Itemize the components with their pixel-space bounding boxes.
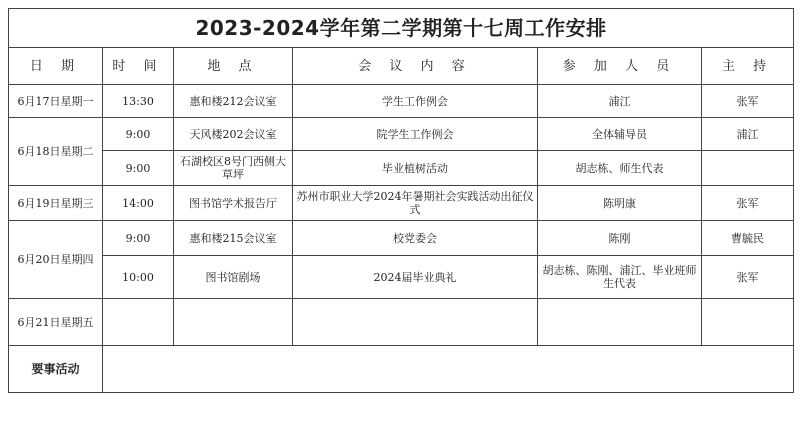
host-cell: 浦江 (702, 118, 794, 151)
participants-cell: 胡志栋、师生代表 (538, 151, 702, 186)
table-row (9, 346, 794, 393)
participants-cell: 浦江 (538, 85, 702, 118)
schedule-sheet (8, 8, 793, 426)
date-cell: 6月21日星期五 (9, 299, 103, 346)
table-row (9, 118, 794, 151)
header-participants: 参 加 人 员 (538, 48, 702, 85)
content-cell: 2024届毕业典礼 (293, 256, 538, 299)
table-row (9, 151, 794, 186)
host-cell (702, 299, 794, 346)
header-host: 主 持 (702, 48, 794, 85)
host-cell: 曹毓民 (702, 221, 794, 256)
page-title: 2023-2024学年第二学期第十七周工作安排 (9, 9, 794, 48)
date-cell: 6月18日星期二 (9, 118, 103, 186)
place-cell: 天风楼202会议室 (174, 118, 293, 151)
header-place: 地 点 (174, 48, 293, 85)
place-cell: 图书馆剧场 (174, 256, 293, 299)
table-row (9, 299, 794, 346)
host-cell: 张军 (702, 256, 794, 299)
content-cell: 苏州市职业大学2024年暑期社会实践活动出征仪式 (293, 186, 538, 221)
date-cell: 6月19日星期三 (9, 186, 103, 221)
table-row (9, 85, 794, 118)
table-row (9, 256, 794, 299)
time-cell: 9:00 (103, 151, 174, 186)
header-content: 会 议 内 容 (293, 48, 538, 85)
place-cell: 石湖校区8号门西侧大草坪 (174, 151, 293, 186)
schedule-table (8, 8, 794, 393)
participants-cell: 胡志栋、陈刚、浦江、毕业班师生代表 (538, 256, 702, 299)
time-cell (103, 299, 174, 346)
key-activities-value (103, 346, 794, 393)
place-cell: 惠和楼212会议室 (174, 85, 293, 118)
participants-cell (538, 299, 702, 346)
table-row (9, 221, 794, 256)
place-cell (174, 299, 293, 346)
participants-cell: 陈明康 (538, 186, 702, 221)
content-cell: 校党委会 (293, 221, 538, 256)
time-cell: 13:30 (103, 85, 174, 118)
time-cell: 10:00 (103, 256, 174, 299)
time-cell: 9:00 (103, 221, 174, 256)
host-cell: 张军 (702, 85, 794, 118)
place-cell: 惠和楼215会议室 (174, 221, 293, 256)
key-activities-label: 要事活动 (9, 346, 103, 393)
participants-cell: 全体辅导员 (538, 118, 702, 151)
content-cell: 学生工作例会 (293, 85, 538, 118)
host-cell (702, 151, 794, 186)
content-cell: 院学生工作例会 (293, 118, 538, 151)
content-cell: 毕业植树活动 (293, 151, 538, 186)
header-date: 日 期 (9, 48, 103, 85)
table-row (9, 186, 794, 221)
time-cell: 14:00 (103, 186, 174, 221)
place-cell: 图书馆学术报告厅 (174, 186, 293, 221)
header-time: 时 间 (103, 48, 174, 85)
time-cell: 9:00 (103, 118, 174, 151)
header-row (9, 48, 794, 85)
participants-cell: 陈刚 (538, 221, 702, 256)
content-cell (293, 299, 538, 346)
host-cell: 张军 (702, 186, 794, 221)
date-cell: 6月17日星期一 (9, 85, 103, 118)
date-cell: 6月20日星期四 (9, 221, 103, 299)
